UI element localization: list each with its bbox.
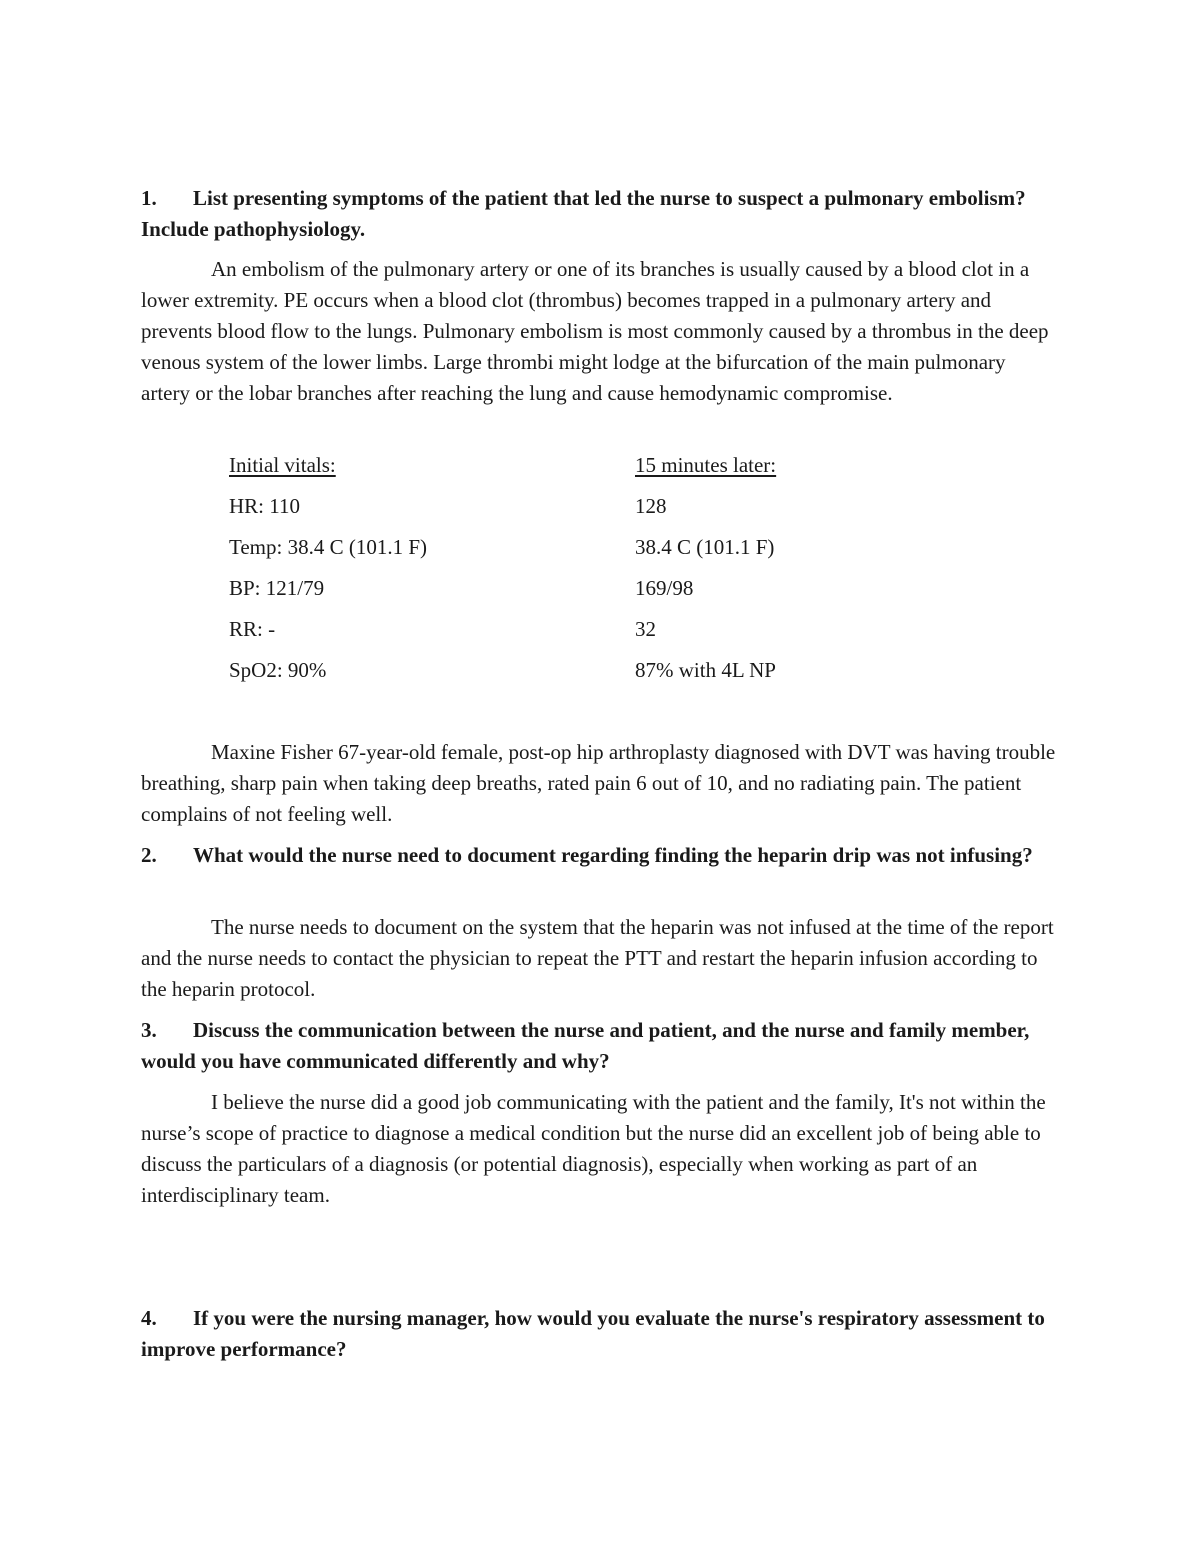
question-number: 1. bbox=[141, 186, 157, 210]
question-number: 3. bbox=[141, 1018, 157, 1042]
vitals-header-initial: Initial vitals: bbox=[229, 453, 336, 477]
vital-later: 128 bbox=[635, 494, 667, 518]
vital-initial: Temp: 38.4 C (101.1 F) bbox=[229, 535, 428, 559]
answer-1: An embolism of the pulmonary artery or one of its branches is usually caused by a blood clot in a lower extremity. PE occurs when a blood clot (thrombus) becomes trapped in a pulmonary artery and prevents blood flow to the lungs. Pulmonary embolism is most commonly caused by a thrombus in the deep venous system of the lower limbs. Large thrombi might lodge at the bifurcation of the main pulmonary artery or the lobar branches after reaching the lung and cause hemodynamic compromise. bbox=[141, 257, 1049, 405]
vital-initial: SpO2: 90% bbox=[229, 658, 327, 682]
vital-later: 38.4 C (101.1 F) bbox=[635, 535, 775, 559]
answer-3: I believe the nurse did a good job communicating with the patient and the family, It's not within the nurse’s scope of practice to diagnose a medical condition but the nurse did an excellent job of being able to discuss the particulars of a diagnosis (or potential diagnosis), especially when working as part of an interdisciplinary team. bbox=[141, 1090, 1046, 1207]
vital-initial: BP: 121/79 bbox=[229, 576, 325, 600]
vitals-header-row bbox=[229, 450, 929, 491]
vitals-table bbox=[229, 450, 929, 696]
vital-later: 87% with 4L NP bbox=[635, 658, 776, 682]
question-2 bbox=[141, 840, 1051, 871]
question-3 bbox=[141, 1015, 1051, 1077]
question-1 bbox=[141, 183, 1051, 245]
question-text: Discuss the communication between the nurse and patient, and the nurse and family member, would you have communicated differently and why? bbox=[141, 1018, 1030, 1073]
case-summary: Maxine Fisher 67-year-old female, post-op hip arthroplasty diagnosed with DVT was having trouble breathing, sharp pain when taking deep breaths, rated pain 6 out of 10, and no radiating pain. The patient complains of not feeling well. bbox=[141, 740, 1056, 826]
question-number: 2. bbox=[141, 843, 157, 867]
question-4 bbox=[141, 1303, 1051, 1365]
answer-2: The nurse needs to document on the system that the heparin was not infused at the time of the report and the nurse needs to contact the physician to repeat the PTT and restart the heparin infusion according to the heparin protocol. bbox=[141, 915, 1054, 1001]
vitals-row bbox=[229, 573, 929, 614]
vitals-header-later: 15 minutes later: bbox=[635, 453, 777, 477]
vital-initial: RR: - bbox=[229, 617, 276, 641]
vitals-row bbox=[229, 655, 929, 696]
question-text: What would the nurse need to document regarding finding the heparin drip was not infusing? bbox=[193, 843, 1033, 867]
vitals-row bbox=[229, 491, 929, 532]
vitals-row bbox=[229, 532, 929, 573]
vitals-row bbox=[229, 614, 929, 655]
vital-later: 32 bbox=[635, 617, 656, 641]
question-text: If you were the nursing manager, how would you evaluate the nurse's respiratory assessment to improve performance? bbox=[141, 1306, 1045, 1361]
question-number: 4. bbox=[141, 1306, 157, 1330]
vital-later: 169/98 bbox=[635, 576, 694, 600]
vital-initial: HR: 110 bbox=[229, 494, 300, 518]
question-text: List presenting symptoms of the patient that led the nurse to suspect a pulmonary embolism? Include pathophysiology. bbox=[141, 186, 1026, 241]
